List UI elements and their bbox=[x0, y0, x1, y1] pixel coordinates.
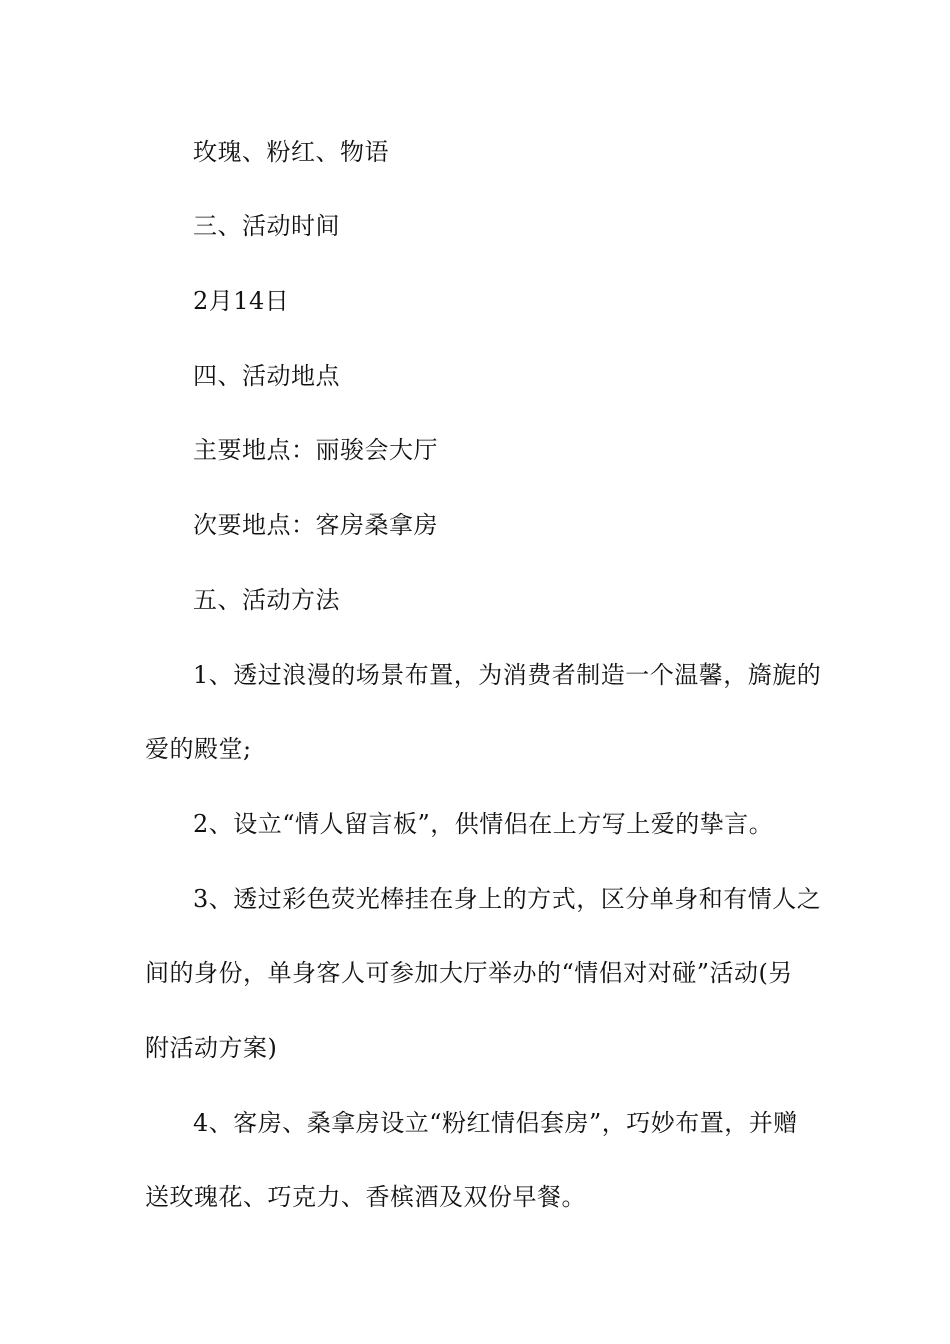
main-location: 主要地点：丽骏会大厅 bbox=[193, 436, 438, 464]
method-item-1-line-1: 1、透过浪漫的场景布置，为消费者制造一个温馨，旖旎的 bbox=[193, 661, 822, 689]
theme-line: 玫瑰、粉红、物语 bbox=[193, 138, 389, 166]
method-item-2: 2、设立“情人留言板”，供情侣在上方写上爱的挚言。 bbox=[193, 810, 774, 838]
section-heading-time: 三、活动时间 bbox=[193, 212, 340, 240]
event-date: 2月14日 bbox=[193, 287, 290, 315]
method-item-3-line-3: 附活动方案) bbox=[145, 1034, 278, 1062]
method-item-3-line-2: 间的身份，单身客人可参加大厅举办的“情侣对对碰”活动(另 bbox=[145, 959, 793, 987]
secondary-location: 次要地点：客房桑拿房 bbox=[193, 511, 438, 539]
method-item-4-line-1: 4、客房、桑拿房设立“粉红情侣套房”，巧妙布置，并赠 bbox=[193, 1109, 798, 1137]
method-item-3-line-1: 3、透过彩色荧光棒挂在身上的方式，区分单身和有情人之 bbox=[193, 885, 822, 913]
section-heading-location: 四、活动地点 bbox=[193, 362, 340, 390]
section-heading-method: 五、活动方法 bbox=[193, 586, 340, 614]
method-item-4-line-2: 送玫瑰花、巧克力、香槟酒及双份早餐。 bbox=[145, 1183, 586, 1211]
method-item-1-line-2: 爱的殿堂; bbox=[145, 735, 252, 763]
